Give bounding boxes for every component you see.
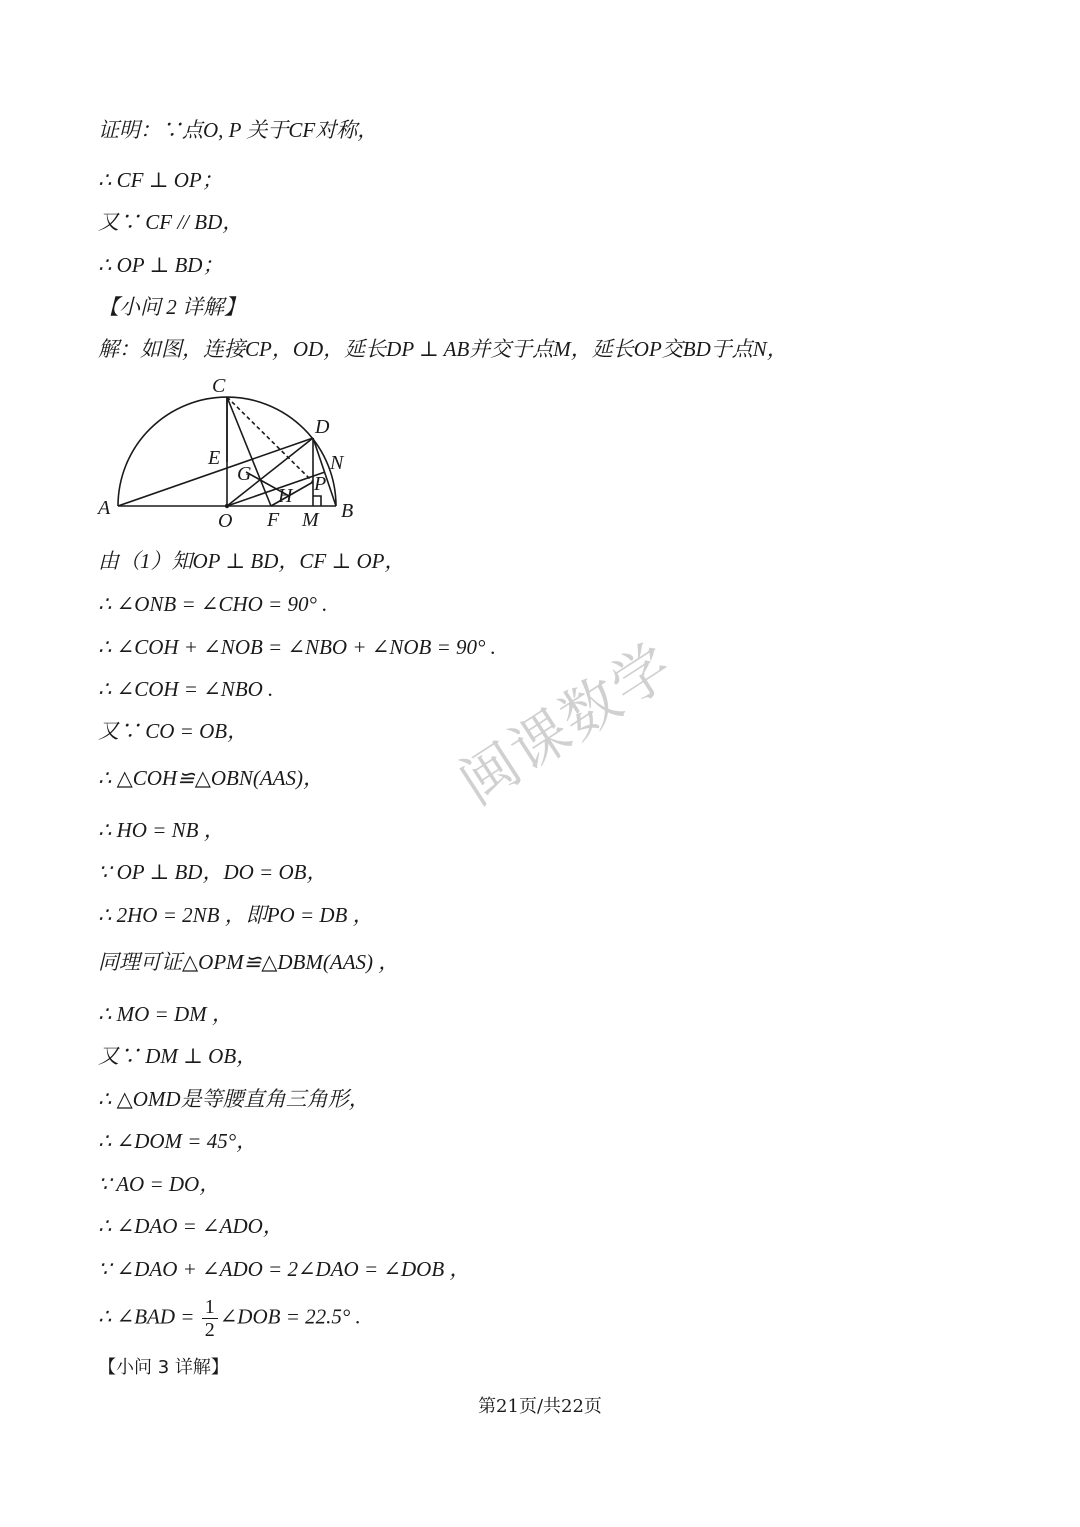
label-g: G (237, 463, 252, 485)
watermark: 闽课数学 (447, 630, 686, 818)
solution-line: ∴ ∠COH = ∠NBO . (98, 677, 274, 701)
solution-line: 由（1）知OP ⊥ BD，CF ⊥ OP， (98, 549, 406, 573)
solution-line: ∴ CF ⊥ OP； (98, 168, 223, 192)
center-point (225, 504, 229, 508)
solution-line: 又∵ CO = OB， (98, 719, 249, 743)
fraction-one-half (202, 1296, 218, 1341)
solution-line: ∴ ∠COH + ∠NOB = ∠NBO + ∠NOB = 90° . (98, 635, 496, 659)
solution-line: 【小问 2 详解】 (98, 295, 245, 319)
solution-line: ∵ OP ⊥ BD，DO = OB， (98, 860, 328, 884)
geometry-figure (96, 372, 376, 532)
solution-line: ∴ 2HO = 2NB ，即PO = DB ， (98, 903, 374, 927)
solution-line: ∵ AO = DO， (98, 1172, 221, 1196)
label-n: N (330, 452, 344, 474)
label-b: B (341, 500, 354, 522)
subquestion-3-heading: 【小问 3 详解】 (98, 1357, 229, 1378)
solution-line: ∵ ∠DAO + ∠ADO = 2∠DAO = ∠DOB ， (98, 1257, 471, 1281)
fraction-line (98, 1296, 361, 1341)
solution-line: ∴ ∠ONB = ∠CHO = 90° . (98, 592, 328, 616)
label-d: D (315, 416, 330, 438)
fraction-prefix: ∴ ∠BAD = (98, 1304, 200, 1329)
label-o: O (218, 510, 233, 532)
solution-line: ∴ ∠DAO = ∠ADO， (98, 1214, 284, 1238)
label-h: H (278, 485, 293, 507)
solution-line: 解：如图，连接CP，OD，延长DP ⊥ AB并交于点M，延长OP交BD于点N， (98, 337, 788, 361)
solution-line: ∴ △COH≌△OBN(AAS)， (98, 766, 324, 790)
label-f: F (267, 509, 280, 531)
label-m: M (302, 509, 319, 531)
label-e: E (208, 447, 221, 469)
label-c: C (212, 375, 226, 397)
fraction-suffix: ∠DOB = 22.5° . (219, 1304, 361, 1329)
fraction-numerator: 1 (202, 1296, 218, 1319)
segment-cf (227, 397, 271, 506)
solution-line: 同理可证△OPM≌△DBM(AAS) ， (98, 950, 400, 974)
solution-line: ∴ HO = NB ， (98, 818, 225, 842)
solution-line: 证明：∵点O, P 关于CF对称， (98, 118, 379, 142)
solution-line: 又∵ DM ⊥ OB， (98, 1044, 258, 1068)
solution-line: ∴ △OMD是等腰直角三角形， (98, 1087, 370, 1111)
solution-line: ∴ OP ⊥ BD； (98, 253, 224, 277)
solution-line: ∴ ∠DOM = 45°， (98, 1129, 258, 1153)
label-a: A (98, 497, 111, 519)
label-p: P (314, 473, 327, 495)
solution-line: 又∵ CF // BD， (98, 210, 244, 234)
solution-line: ∴ MO = DM ， (98, 1002, 233, 1026)
page-footer: 第21页/共22页 (478, 1396, 602, 1417)
right-angle-mark (313, 496, 321, 506)
fraction-denominator: 2 (204, 1319, 215, 1341)
